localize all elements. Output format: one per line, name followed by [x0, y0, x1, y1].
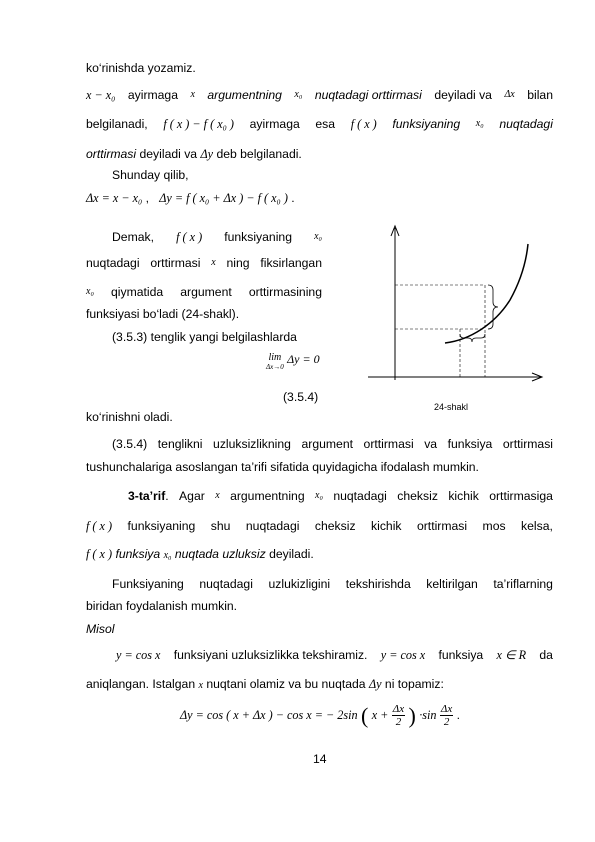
word: va — [424, 437, 438, 451]
paragraph-line — [86, 547, 314, 563]
math-formula: Δy = cos ( x + Δx ) − cos x = − 2sin — [180, 708, 358, 722]
word: tenglikni — [157, 437, 203, 451]
word: orttirmasiga — [489, 489, 553, 503]
paragraph-line — [112, 577, 553, 591]
paragraph-line — [128, 489, 553, 503]
math-formula: x − x₀ — [86, 88, 116, 102]
math-formula: x₀ — [163, 550, 172, 561]
word: deyiladi va — [139, 147, 198, 161]
text-line: ko‘rinishni oladi. — [86, 410, 173, 424]
word: cheksiz — [397, 489, 438, 503]
math-formula: Δy — [368, 677, 382, 691]
fraction-denominator: 2 — [443, 716, 450, 729]
word: nuqtadagi — [86, 256, 140, 270]
word: orttirmasining — [248, 285, 322, 299]
math-formula: ·sin — [419, 708, 437, 722]
lim-symbol: lim — [268, 352, 282, 363]
word: ni topamiz: — [384, 677, 444, 691]
word: ayirmaga — [249, 117, 300, 131]
word: ta’riflarning — [493, 577, 553, 591]
paragraph-line — [86, 88, 553, 102]
word: Demak, — [112, 230, 154, 244]
word: cheksiz — [314, 519, 356, 533]
math-formula: x — [215, 490, 220, 501]
function-curve — [445, 244, 528, 343]
math-formula: f ( x ) — [86, 547, 113, 561]
word: funksiyaning — [224, 230, 292, 244]
italic-term: orttirmasi — [86, 147, 137, 161]
word: funksiyaning — [127, 519, 196, 533]
word: Funksiyaning — [112, 577, 184, 591]
word: tekshirishda — [345, 577, 411, 591]
math-formula: Δy — [200, 147, 214, 161]
paragraph-line — [86, 117, 553, 131]
math-formula: f ( x ) — [86, 519, 113, 533]
text-line: funksiyasi bo‘ladi (24-shakl). — [86, 307, 240, 321]
word: Agar — [179, 489, 205, 503]
text-line: tushunchalariga asoslangan ta’rifi sifatida quyidagicha ifodalash mumkin. — [86, 460, 479, 474]
final-equation — [180, 700, 460, 730]
fraction — [440, 703, 453, 728]
italic-term: nuqtadagi — [499, 117, 553, 131]
figure-caption: 24-shakl — [434, 402, 469, 412]
separator: . — [165, 489, 169, 503]
paragraph-line — [112, 230, 322, 244]
paragraph-line — [112, 437, 553, 451]
word: uzlukizligini — [268, 577, 331, 591]
word: qiymatida — [111, 285, 164, 299]
limit-expression — [266, 352, 320, 371]
word: uzluksizlikning — [213, 437, 291, 451]
paragraph-line — [86, 147, 302, 161]
math-formula: x₀ — [86, 286, 94, 297]
word: belgilanadi, — [86, 117, 148, 131]
math-formula: Δx — [504, 89, 515, 100]
text-line: ko‘rinishda yozamiz. — [86, 61, 196, 75]
word: kichik — [371, 519, 402, 533]
word: esa — [315, 117, 336, 131]
fraction — [392, 703, 405, 728]
italic-term: funksiyaning — [392, 117, 461, 131]
definition-title: 3-ta’rif — [128, 489, 166, 503]
close-paren: ) — [408, 702, 416, 728]
word: funksiya — [447, 437, 493, 451]
math-formula: y = cos x — [116, 648, 161, 662]
word: orttirmasi — [502, 437, 553, 451]
equation-line — [86, 191, 295, 205]
word: nuqtadagi — [333, 489, 387, 503]
math-formula: Δx = x − x₀ — [86, 191, 143, 205]
word: argumentning — [230, 489, 305, 503]
word: funksiyani uzluksizlikka tekshiramiz. — [173, 648, 368, 662]
text-line: Shunday qilib, — [112, 168, 189, 182]
text-line: (3.5.3) tenglik yangi belgilashlarda — [112, 330, 297, 344]
italic-term: nuqtada uzluksiz — [174, 547, 266, 561]
word: shu — [210, 519, 231, 533]
open-paren: ( — [361, 702, 369, 728]
word: deb belgilanadi. — [216, 147, 302, 161]
section-heading: Misol — [86, 622, 115, 636]
word: deyiladi va — [434, 88, 492, 102]
paragraph-line — [86, 677, 444, 693]
math-formula: x — [198, 680, 203, 691]
math-formula: f ( x ) — [350, 117, 377, 131]
math-formula: Δy = 0 — [287, 352, 320, 366]
word: ning — [226, 256, 250, 270]
word: nuqtani olamiz va bu nuqtada — [206, 677, 366, 691]
word: argument — [301, 437, 353, 451]
math-formula: f ( x ) − f ( x₀ ) — [163, 117, 234, 131]
math-formula: x₀ — [475, 118, 484, 129]
word: orttirmasi — [150, 256, 201, 270]
word: orttirmasi — [363, 437, 414, 451]
fraction-numerator: Δx — [440, 703, 453, 716]
word: aniqlangan. Istalgan — [86, 677, 196, 691]
paragraph-line — [86, 285, 322, 299]
text-line: biridan foydalanish mumkin. — [86, 599, 238, 613]
separator: . — [291, 191, 295, 205]
fraction-numerator: Δx — [392, 703, 405, 716]
math-formula: x + — [371, 708, 389, 722]
word: nuqtadagi — [199, 577, 253, 591]
separator: . — [456, 708, 461, 722]
italic-term: funksiya — [115, 547, 161, 561]
italic-term: argumentning — [207, 88, 282, 102]
paragraph-line — [86, 648, 553, 662]
word: mos — [482, 519, 506, 533]
word: nuqtadagi — [245, 519, 300, 533]
word: argument — [180, 285, 232, 299]
equation-number: (3.5.4) — [283, 390, 319, 404]
function-graph-figure — [360, 222, 545, 392]
math-formula: x₀ — [314, 231, 322, 242]
math-formula: y = cos x — [380, 648, 426, 662]
word: kichik — [448, 489, 479, 503]
lim-subscript: Δx→0 — [266, 363, 284, 371]
math-formula: x — [190, 89, 195, 100]
word: deyiladi. — [269, 547, 314, 561]
math-formula: x ∈ R — [496, 648, 527, 662]
word: ayirmaga — [127, 88, 178, 102]
math-formula: x₀ — [315, 490, 323, 501]
word: funksiya — [438, 648, 484, 662]
math-formula: f ( x ) — [176, 230, 203, 244]
math-formula: Δy = f ( x₀ + Δx ) − f ( x₀ ) — [159, 191, 288, 205]
math-formula: x — [211, 257, 216, 268]
page-number: 14 — [313, 752, 327, 766]
italic-term: nuqtadagi orttirmasi — [314, 88, 422, 102]
word: da — [539, 648, 553, 662]
paragraph-line — [86, 519, 553, 533]
paragraph-line — [86, 256, 322, 270]
fraction-denominator: 2 — [395, 716, 402, 729]
word: keltirilgan — [426, 577, 478, 591]
word: (3.5.4) — [112, 437, 148, 451]
word: orttirmasi — [416, 519, 468, 533]
word: bilan — [527, 88, 553, 102]
word: fiksirlangan — [260, 256, 322, 270]
math-formula: x₀ — [294, 89, 303, 100]
separator: , — [145, 191, 150, 205]
word: kelsa, — [521, 519, 553, 533]
